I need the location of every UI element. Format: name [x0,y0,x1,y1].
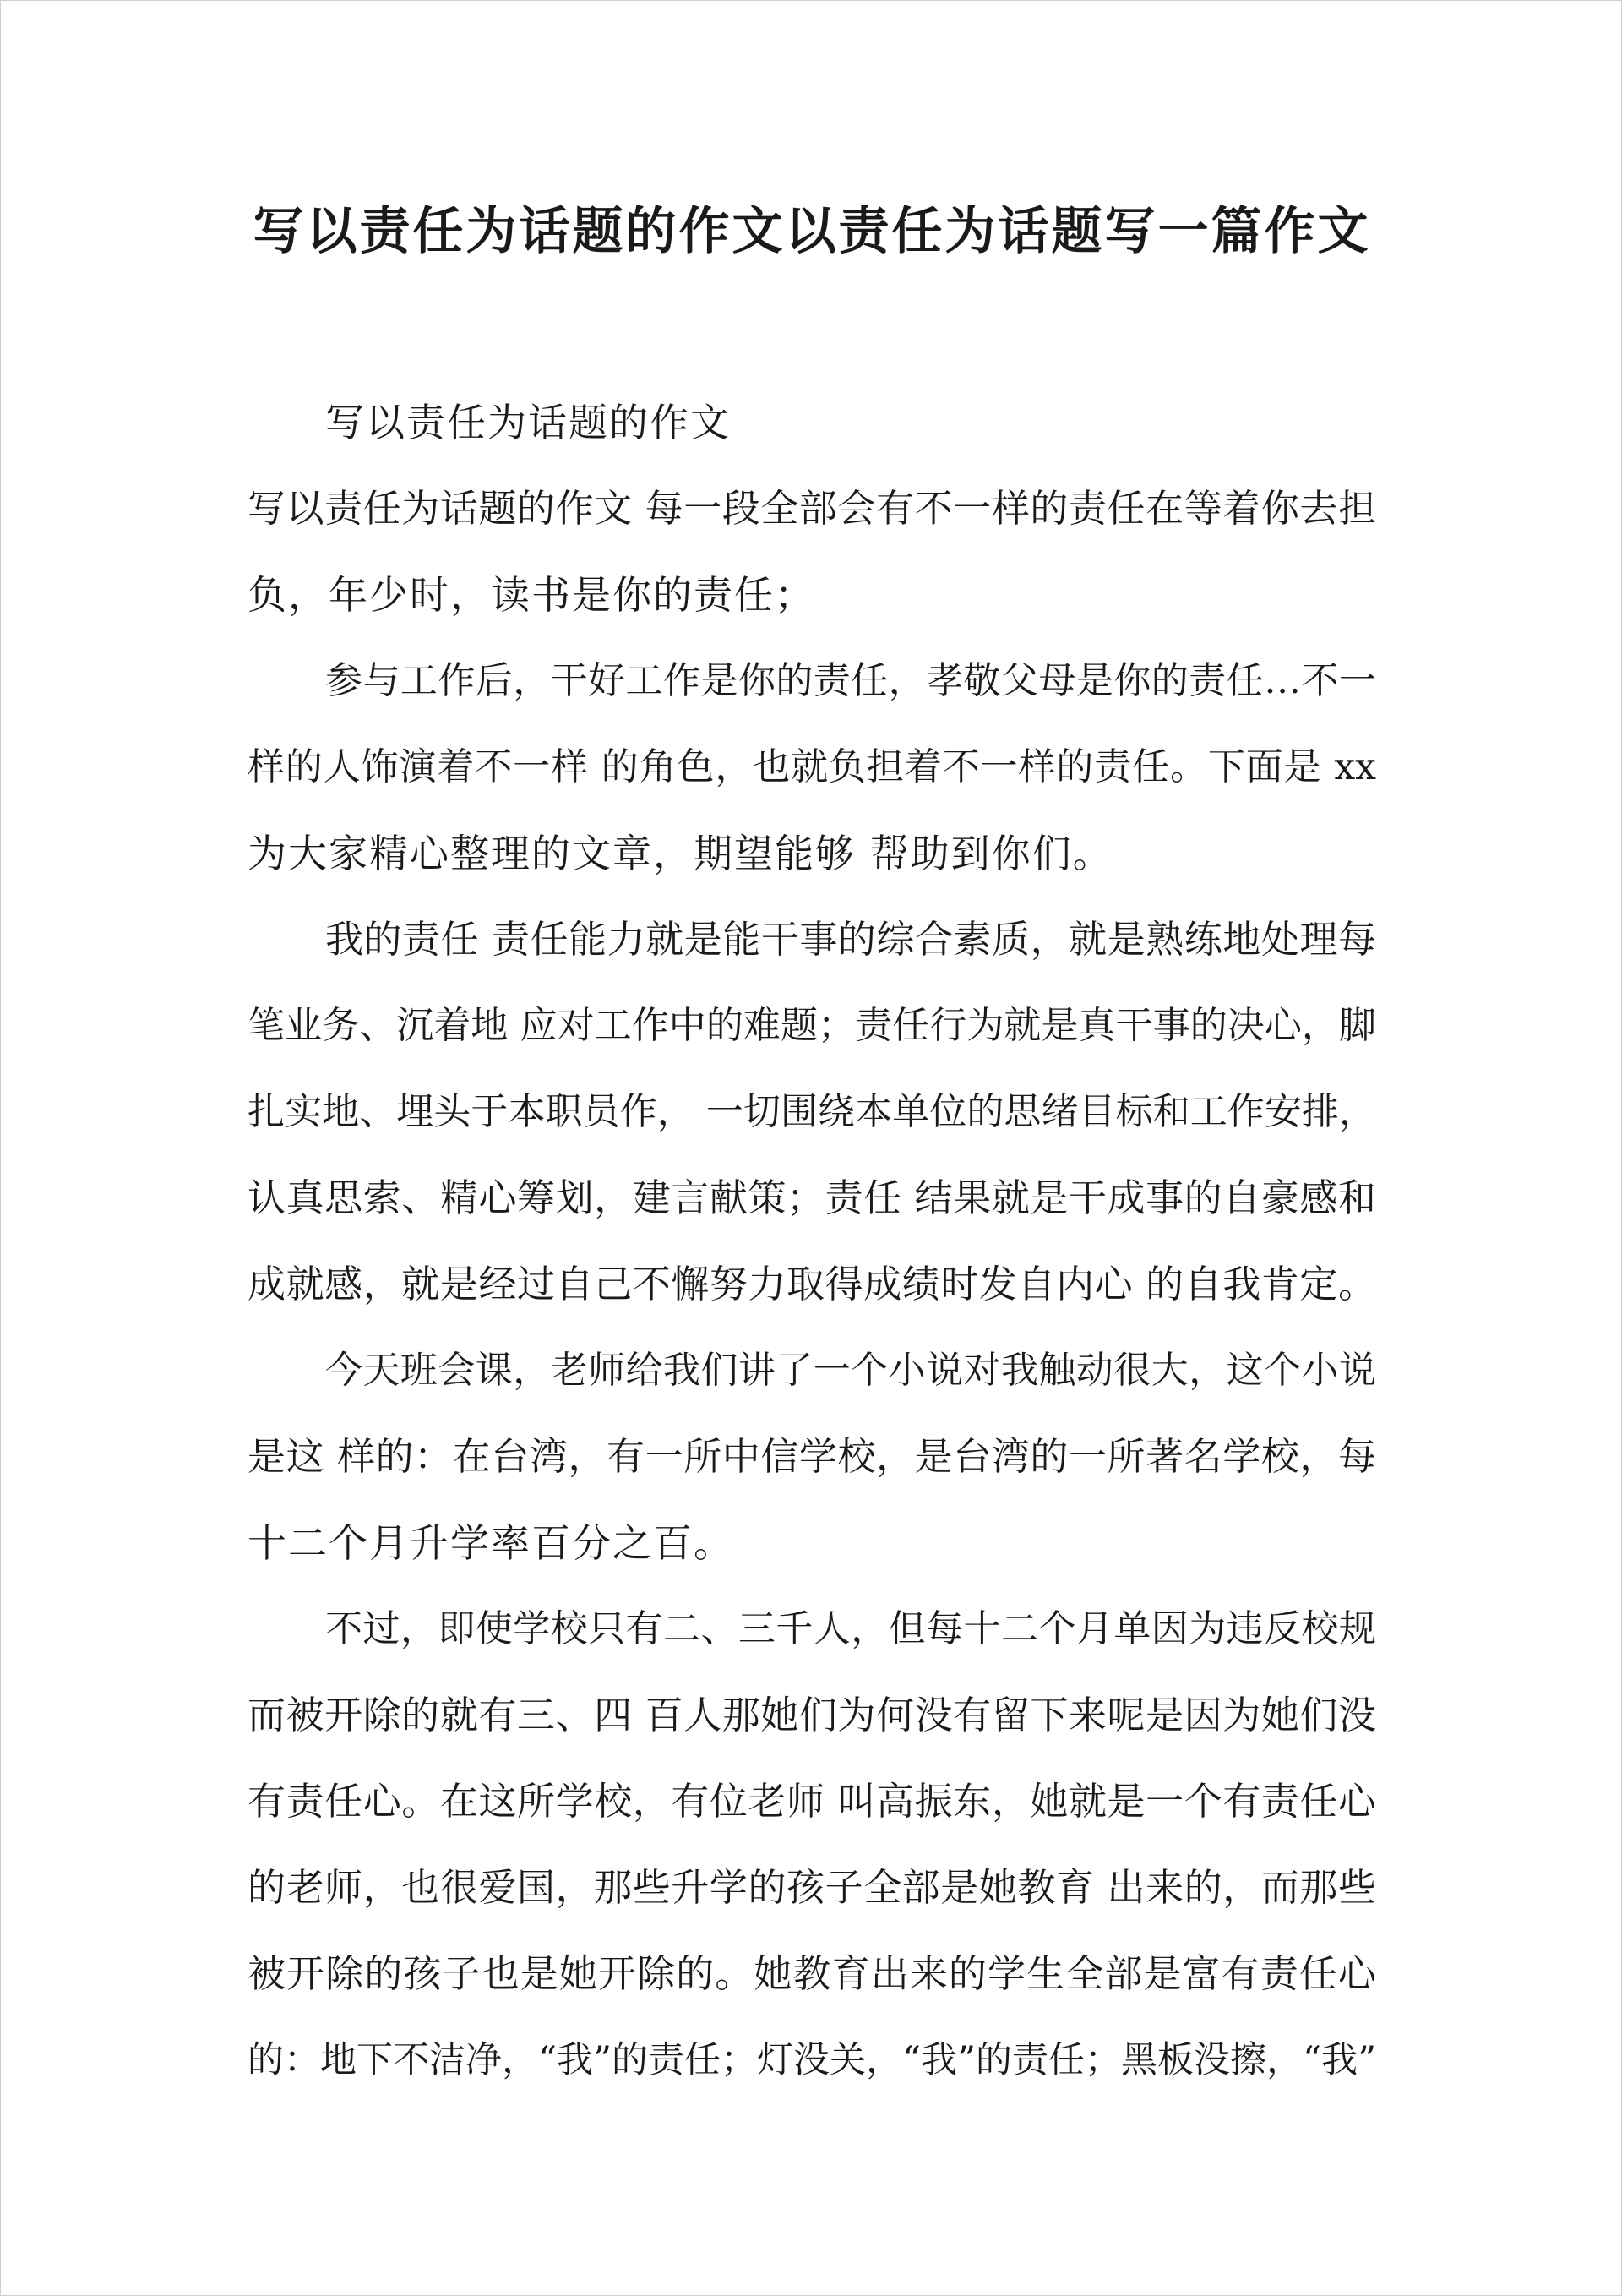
text-line: 是这 样的：在台湾，有一所中信学校，是台湾的一所著名学校，每 [248,1434,1376,1479]
text-line: 的：地下不洁净，“我”的责任；灯没关，“我”的责任；黑板没擦，“我” [248,2039,1376,2081]
text-line: 样的人饰演着不一样 的角色，也就负担着不一样的责任。下面是 xx [248,745,1376,788]
text-line: 我的责任 责任能力就是能干事的综合素质，就是熟练地处理每 [325,917,1376,962]
text-line: 扎实地、埋头于本职员作， 一切围绕本单位的思绪目标和工作安排， [248,1090,1376,1133]
text-line: 十二个月升学率百分之百。 [248,1520,734,1566]
text-line: 负，年少时，读书是你的责任； [248,572,815,618]
document-body [248,379,1376,2103]
text-line: 有责任心。在这所学校，有位老师 叫高振东，她就是一个有责任心 [248,1779,1376,1824]
text-line: 写以责任为话题的作文 每一段全部会有不一样的责任在等着你去担 [248,486,1376,531]
text-line: 不过，即使学校只有二、三千人，但每十二个月单因为违反校规 [325,1607,1376,1650]
text-line: 今天班会课，老师给我们讲了一个小说对我触动很大，这个小说 [325,1349,1376,1392]
text-line: 为大家精心整理的文章，期望能够 帮助到你们。 [248,831,1113,876]
text-line: 成就感，就是经过自己不懈努力取得成绩时发自内心 的自我肯定。 [248,1262,1376,1306]
text-line: 的老师，也很爱国，那些升学的孩子全部是她教育 出来的，而那些 [248,1865,1376,1910]
text-line: 笔业务、沉着地 应对工作中的难题；责任行为就是真干事的决心，脚 [248,1004,1376,1047]
text-line: 写以责任为话题的作文 [325,400,731,445]
text-line: 被开除的孩子也是她开除的。她教育出来的学生全部是富有责任心 [248,1951,1376,1996]
text-line: 而被开除的就有三、四 百人那她们为何没有留下来呢是因为她们没 [248,1693,1376,1737]
text-line: 认真思索、精心筹划，建言献策；责任 结果就是干成事的自豪感和 [248,1175,1376,1220]
document-title: 写以责任为话题的作文以责任为话题写一篇作文 [253,202,1371,261]
text-line: 参与工作后，干好工作是你的责任，孝敬父母是你的责任…不一 [325,659,1376,702]
